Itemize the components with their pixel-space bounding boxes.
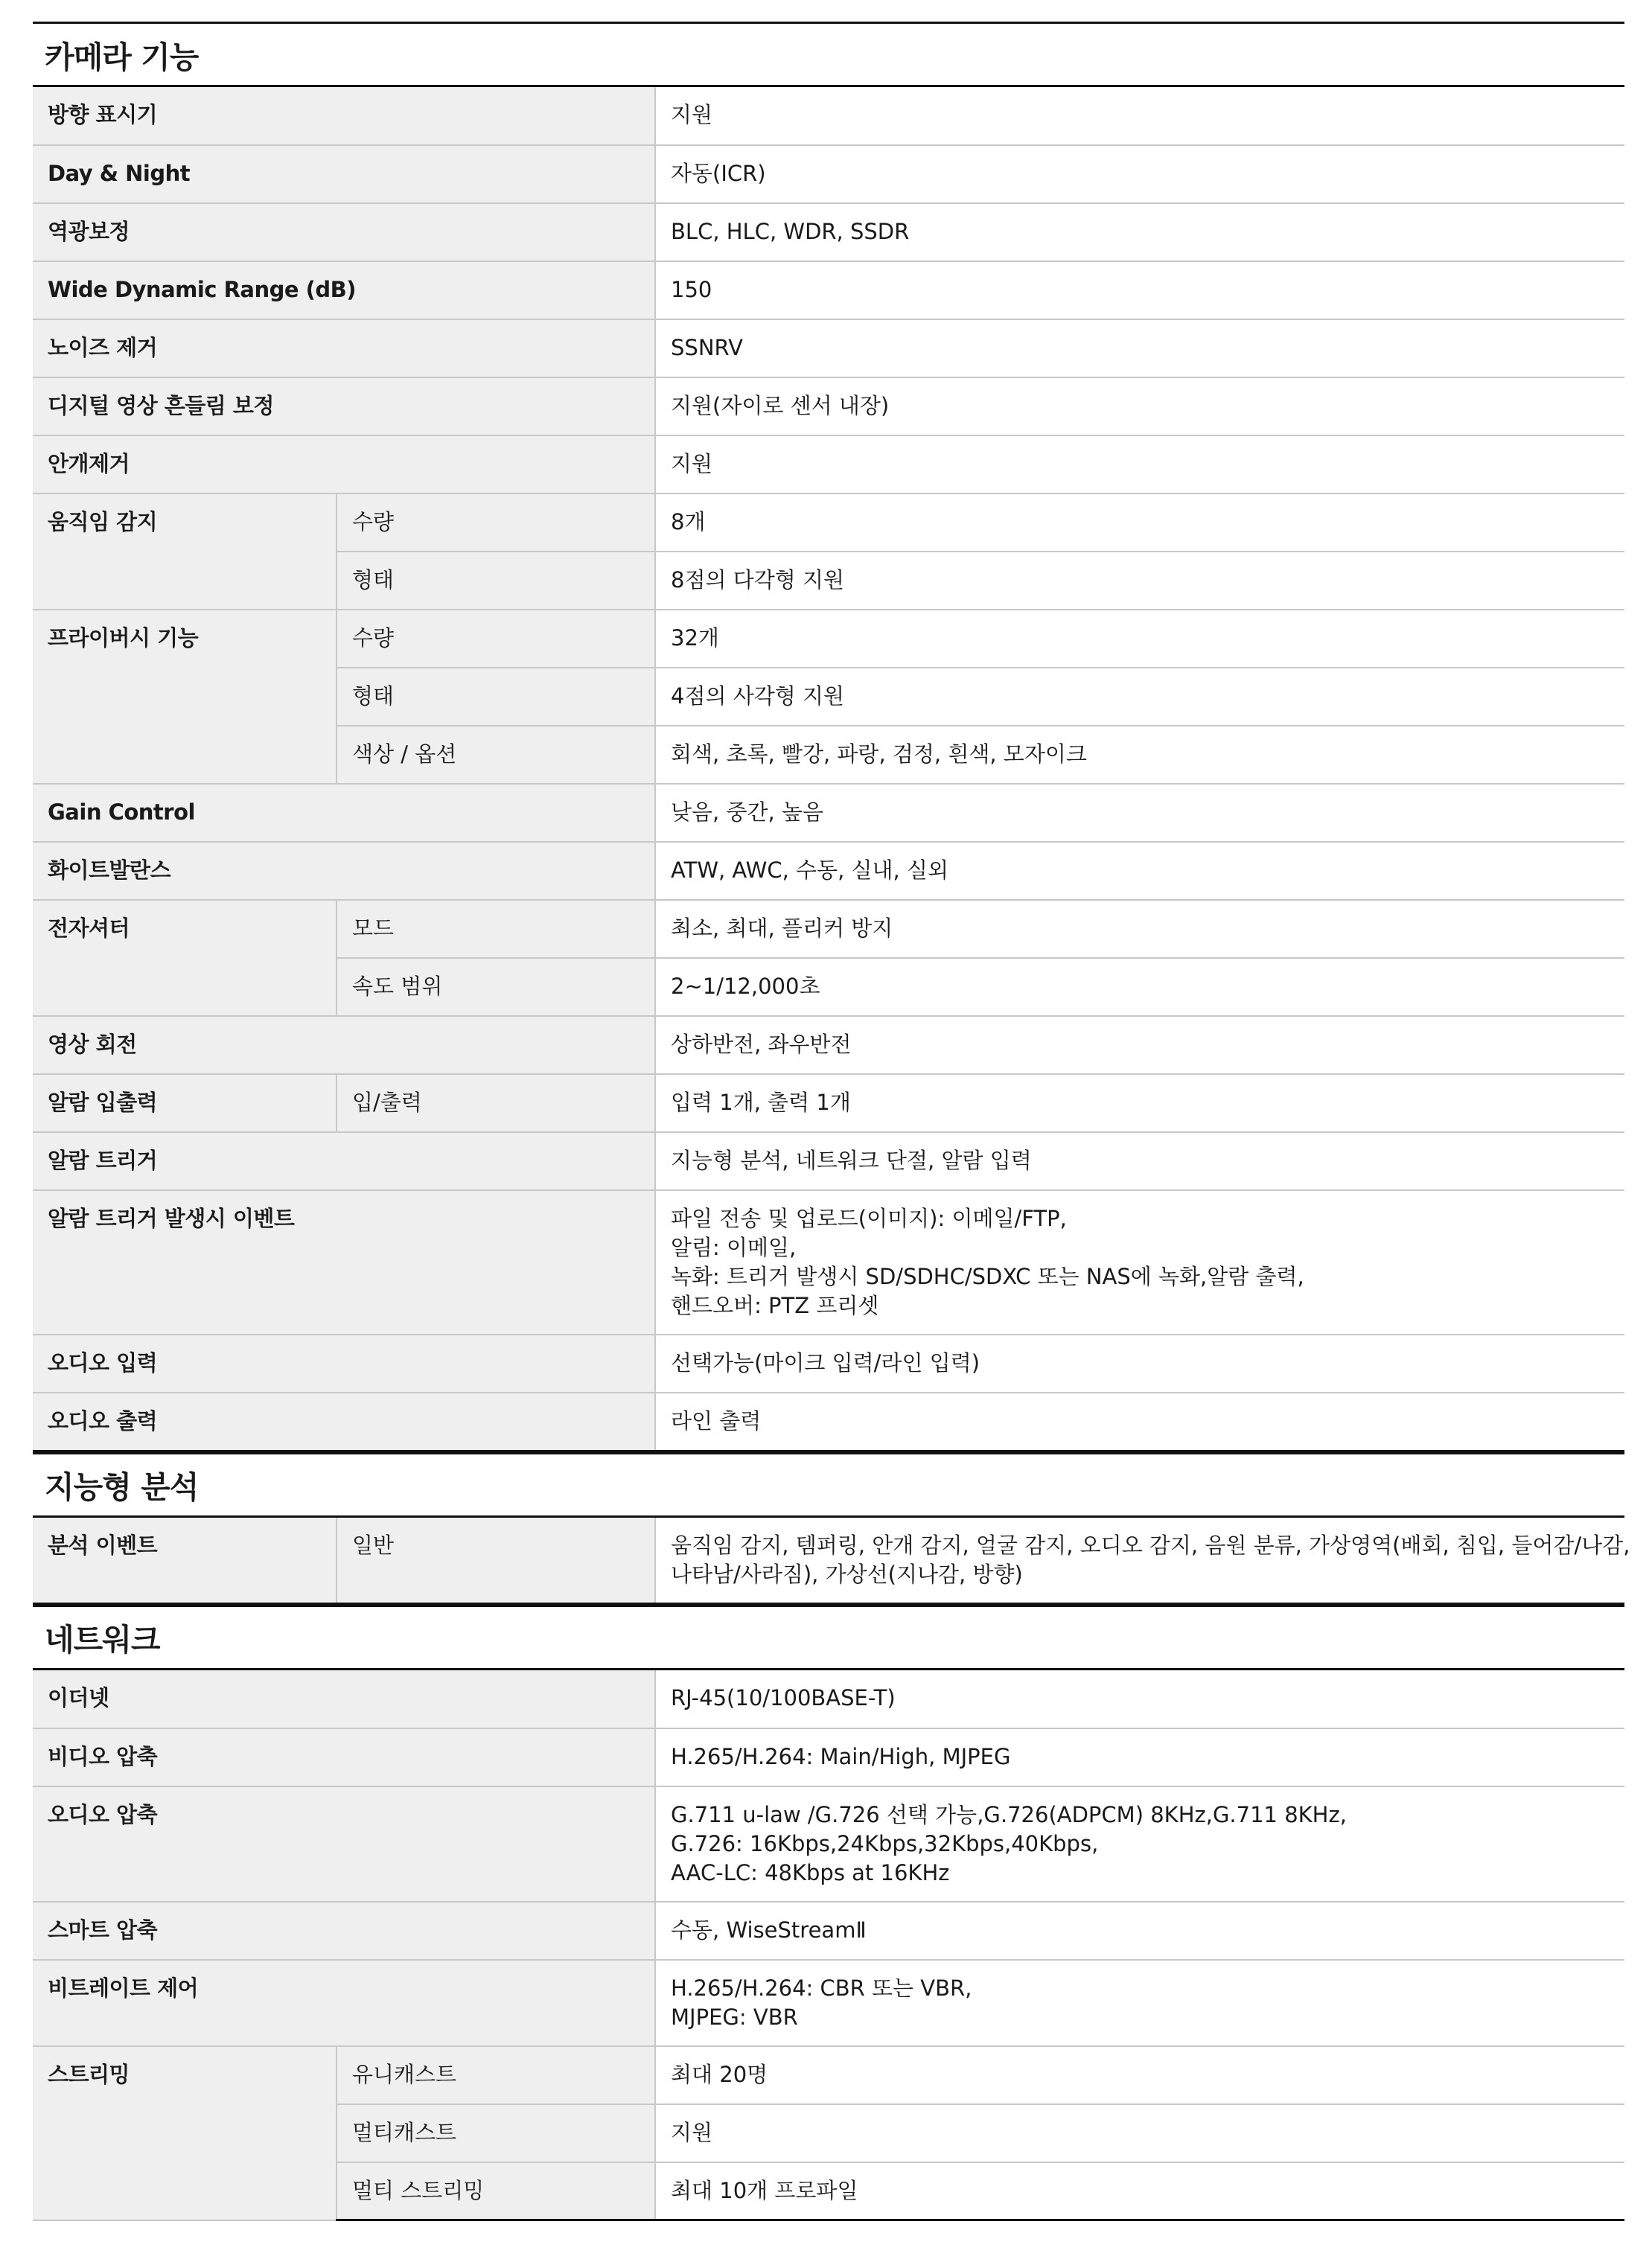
- row-value: 자동(ICR): [655, 145, 1624, 203]
- value-line: 녹화: 트리거 발생시 SD/SDHC/SDXC 또는 NAS에 녹화,알람 출력,: [671, 1264, 1304, 1289]
- row-value: 지원(자이로 센서 내장): [655, 377, 1624, 435]
- row-value: [655, 1518, 1630, 1604]
- table-row: [33, 2046, 1624, 2104]
- spec-table: [33, 1518, 1630, 1605]
- row-label: Day & Night: [33, 145, 655, 203]
- table-row: [33, 610, 1624, 668]
- row-value: ATW, AWC, 수동, 실내, 실외: [655, 842, 1624, 900]
- row-label: 비트레이트 제어: [33, 1960, 655, 2046]
- row-label: 비디오 압축: [33, 1728, 655, 1786]
- table-row: [33, 203, 1624, 261]
- spec-sheet: [33, 22, 1630, 2221]
- row-sublabel: 멀티 스트리밍: [337, 2162, 655, 2220]
- table-row: [33, 1728, 1624, 1786]
- section-title: 지능형 분석: [33, 1452, 1624, 1518]
- row-sublabel: 유니캐스트: [337, 2046, 655, 2104]
- table-row: [33, 900, 1624, 958]
- row-value: 상하반전, 좌우반전: [655, 1016, 1624, 1074]
- row-value: 최대 20명: [655, 2046, 1624, 2104]
- value-line: G.711 u-law /G.726 선택 가능,G.726(ADPCM) 8KHz,G.711 8KHz,: [671, 1801, 1347, 1827]
- row-value: [655, 1190, 1624, 1335]
- table-row: [33, 435, 1624, 493]
- row-label: 분석 이벤트: [33, 1518, 337, 1604]
- table-row: [33, 1960, 1624, 2046]
- row-value: 4점의 사각형 지원: [655, 668, 1624, 726]
- spec-table: [33, 1670, 1624, 2222]
- value-line: 움직임 감지, 템퍼링, 안개 감지, 얼굴 감지, 오디오 감지, 음원 분류, 가상영역(배회, 침입, 들어감/나감,: [671, 1532, 1630, 1558]
- table-row: [33, 1670, 1624, 1728]
- table-row: [33, 493, 1624, 552]
- row-label: 스마트 압축: [33, 1902, 655, 1960]
- row-label: 전자셔터: [33, 900, 337, 1016]
- table-row: [33, 842, 1624, 900]
- row-value: 지원: [655, 87, 1624, 145]
- value-line: 파일 전송 및 업로드(이미지): 이메일/FTP,: [671, 1206, 1067, 1231]
- row-sublabel: 형태: [337, 552, 655, 610]
- row-sublabel: 멀티캐스트: [337, 2104, 655, 2162]
- row-value: 낮음, 중간, 높음: [655, 784, 1624, 842]
- table-row: [33, 1335, 1624, 1393]
- row-sublabel: 색상 / 옵션: [337, 726, 655, 784]
- value-line: G.726: 16Kbps,24Kbps,32Kbps,40Kbps,: [671, 1830, 1099, 1856]
- spec-section: [33, 1452, 1630, 1605]
- value-line: 핸드오버: PTZ 프리셋: [671, 1293, 879, 1318]
- row-label: 노이즈 제거: [33, 319, 655, 377]
- table-row: [33, 784, 1624, 842]
- row-sublabel: 속도 범위: [337, 958, 655, 1016]
- row-label: 이더넷: [33, 1670, 655, 1728]
- row-value: 회색, 초록, 빨강, 파랑, 검정, 흰색, 모자이크: [655, 726, 1624, 784]
- row-label: 역광보정: [33, 203, 655, 261]
- row-value: 2~1/12,000초: [655, 958, 1624, 1016]
- row-label: 디지털 영상 흔들림 보정: [33, 377, 655, 435]
- row-value: 최소, 최대, 플리커 방지: [655, 900, 1624, 958]
- section-title: 카메라 기능: [33, 22, 1624, 87]
- row-label: 오디오 입력: [33, 1335, 655, 1393]
- value-line: MJPEG: VBR: [671, 2004, 798, 2030]
- table-row: [33, 319, 1624, 377]
- row-sublabel: 형태: [337, 668, 655, 726]
- row-label: 오디오 출력: [33, 1393, 655, 1451]
- table-row: [33, 261, 1624, 319]
- table-row: [33, 1190, 1624, 1335]
- spec-section: [33, 1605, 1624, 2222]
- row-value: 150: [655, 261, 1624, 319]
- row-value: 수동, WiseStreamⅡ: [655, 1902, 1624, 1960]
- spec-table: [33, 87, 1624, 1452]
- row-value: SSNRV: [655, 319, 1624, 377]
- table-row: [33, 1786, 1624, 1902]
- row-label: Wide Dynamic Range (dB): [33, 261, 655, 319]
- row-value: [655, 1786, 1624, 1902]
- row-value: 라인 출력: [655, 1393, 1624, 1451]
- row-label: Gain Control: [33, 784, 655, 842]
- row-label: 움직임 감지: [33, 493, 337, 610]
- spec-section: [33, 22, 1624, 1452]
- row-sublabel: 수량: [337, 610, 655, 668]
- row-label: 방향 표시기: [33, 87, 655, 145]
- row-label: 안개제거: [33, 435, 655, 493]
- row-sublabel: 일반: [337, 1518, 655, 1604]
- row-value: 최대 10개 프로파일: [655, 2162, 1624, 2220]
- row-label: 영상 회전: [33, 1016, 655, 1074]
- row-value: 지원: [655, 2104, 1624, 2162]
- row-label: 화이트발란스: [33, 842, 655, 900]
- row-label: 프라이버시 기능: [33, 610, 337, 784]
- row-value: 8점의 다각형 지원: [655, 552, 1624, 610]
- row-value: 선택가능(마이크 입력/라인 입력): [655, 1335, 1624, 1393]
- table-row: [33, 87, 1624, 145]
- value-line: 알림: 이메일,: [671, 1235, 797, 1260]
- row-value: 지원: [655, 435, 1624, 493]
- row-label: 알람 트리거: [33, 1132, 655, 1190]
- row-value: [655, 1960, 1624, 2046]
- row-label: 알람 입출력: [33, 1074, 337, 1132]
- row-value: 32개: [655, 610, 1624, 668]
- row-value: BLC, HLC, WDR, SSDR: [655, 203, 1624, 261]
- row-sublabel: 모드: [337, 900, 655, 958]
- table-row: [33, 1132, 1624, 1190]
- row-value: 입력 1개, 출력 1개: [655, 1074, 1624, 1132]
- row-value: 8개: [655, 493, 1624, 552]
- table-row: [33, 1518, 1624, 1604]
- value-line: H.265/H.264: CBR 또는 VBR,: [671, 1975, 972, 2001]
- row-sublabel: 수량: [337, 493, 655, 552]
- table-row: [33, 1016, 1624, 1074]
- row-value: RJ-45(10/100BASE-T): [655, 1670, 1624, 1728]
- row-label: 알람 트리거 발생시 이벤트: [33, 1190, 655, 1335]
- row-sublabel: 입/출력: [337, 1074, 655, 1132]
- value-line: 나타남/사라짐), 가상선(지나감, 방향): [671, 1561, 1023, 1587]
- table-row: [33, 1074, 1624, 1132]
- row-value: H.265/H.264: Main/High, MJPEG: [655, 1728, 1624, 1786]
- table-row: [33, 1902, 1624, 1960]
- row-label: 스트리밍: [33, 2046, 337, 2220]
- section-title: 네트워크: [33, 1605, 1624, 1670]
- table-row: [33, 145, 1624, 203]
- table-row: [33, 377, 1624, 435]
- value-line: AAC-LC: 48Kbps at 16KHz: [671, 1859, 950, 1885]
- table-row: [33, 1393, 1624, 1451]
- row-label: 오디오 압축: [33, 1786, 655, 1902]
- row-value: 지능형 분석, 네트워크 단절, 알람 입력: [655, 1132, 1624, 1190]
